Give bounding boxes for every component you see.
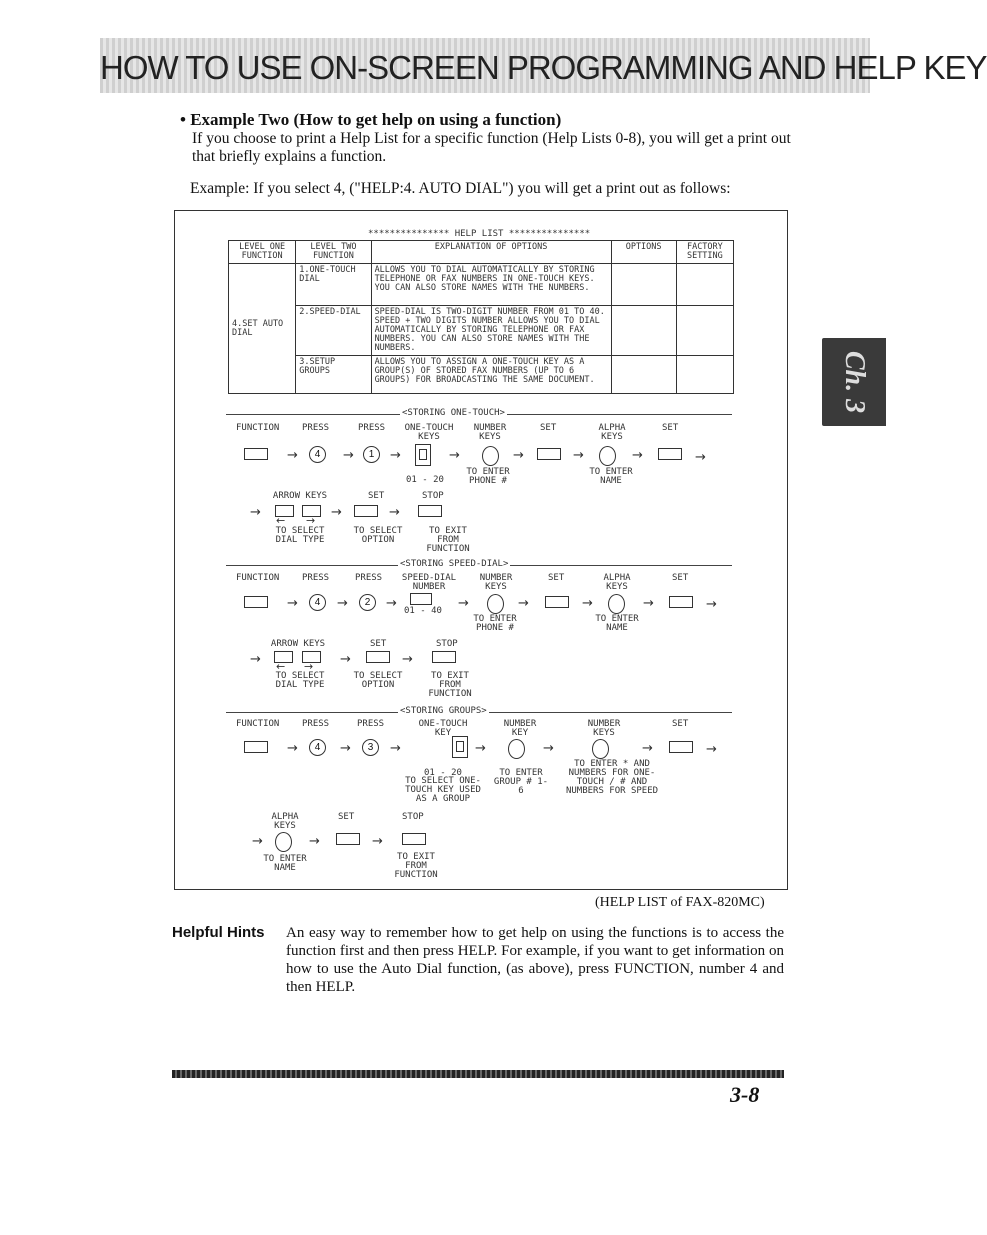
name-note: TO ENTER NAME (589, 467, 633, 486)
phone-note: TO ENTER PHONE # (466, 467, 510, 486)
step-label: SET (548, 573, 565, 583)
arrow-icon: → (390, 741, 401, 756)
dial-type-note: TO SELECT DIAL TYPE (275, 671, 325, 690)
name-note: TO ENTER NAME (595, 614, 639, 633)
table-header-row (229, 241, 734, 264)
example-body: If you choose to print a Help List for a specific function (Help Lists 0-8), you will get a print out that briefly explains a function. (192, 130, 791, 165)
helpful-hints-label: Helpful Hints (172, 924, 265, 941)
number-keys-icon (592, 739, 609, 759)
step-label: FUNCTION (236, 423, 280, 433)
arrow-icon: → (643, 596, 654, 611)
set-label: SET (368, 491, 385, 501)
function-key (244, 740, 268, 758)
header-level-two: LEVEL TWO FUNCTION (296, 241, 371, 264)
exit-note: TO EXIT FROM FUNCTION (428, 671, 472, 699)
range-note: 01 - 20 (406, 475, 444, 485)
arrow-icon: → (402, 652, 413, 667)
options-cell (611, 264, 676, 306)
level-two-cell: 3.SETUP GROUPS (296, 356, 371, 394)
select-group-note: TO SELECT ONE-TOUCH KEY USED AS A GROUP (405, 776, 481, 804)
step-label: ONE-TOUCH KEYS (404, 423, 454, 442)
step-label: FUNCTION (236, 719, 280, 729)
arrow-icon: → (343, 448, 354, 463)
options-cell (611, 356, 676, 394)
arrow-icon: → (573, 448, 584, 463)
alpha-keys-icon (599, 446, 616, 466)
group-number-note: TO ENTER GROUP # 1-6 (493, 768, 549, 796)
arrow-icon: → (475, 741, 486, 756)
arrow-icon: → (252, 834, 263, 849)
footer-bar (172, 1070, 784, 1078)
arrow-icon: → (386, 596, 397, 611)
stop-key-icon (402, 832, 426, 850)
key-button-icon: 1 (363, 446, 380, 463)
stop-label: STOP (436, 639, 458, 649)
factory-cell (676, 356, 733, 394)
options-cell (611, 306, 676, 356)
arrow-icon: → (340, 741, 351, 756)
section-title: <STORING GROUPS> (400, 706, 487, 716)
key-button-icon: 3 (362, 739, 379, 756)
range-note: 01 - 40 (404, 606, 442, 616)
page-header-title: HOW TO USE ON-SCREEN PROGRAMMING AND HELP KEY (100, 49, 987, 86)
section-title: <STORING ONE-TOUCH> (402, 408, 505, 418)
arrow-icon: → (331, 505, 342, 520)
arrow-icon: → (389, 505, 400, 520)
step-label: SET (540, 423, 557, 433)
key-button-icon: 2 (359, 594, 376, 611)
set-key-icon (669, 595, 693, 613)
header-level-one: LEVEL ONE FUNCTION (229, 241, 296, 264)
set-key-icon (537, 447, 561, 465)
arrow-icon: → (632, 448, 643, 463)
step-label: PRESS (302, 423, 330, 433)
step-label: NUMBER KEYS (473, 423, 507, 442)
left-arrow-icon: ← (276, 660, 286, 673)
level-two-cell: 2.SPEED-DIAL (296, 306, 371, 356)
arrow-icon: → (695, 450, 706, 465)
step-label: NUMBER KEY (503, 719, 537, 738)
table-row (229, 306, 734, 356)
header-options: OPTIONS (611, 241, 676, 264)
right-arrow-icon: → (306, 514, 316, 527)
exit-note: TO EXIT FROM FUNCTION (426, 526, 470, 554)
numbers-note: TO ENTER * AND NUMBERS FOR ONE-TOUCH / # AND NUMBERS FOR SPEED (565, 759, 659, 796)
alpha-keys-label: ALPHA KEYS (271, 812, 299, 831)
step-label: NUMBER KEYS (587, 719, 621, 738)
dial-type-note: TO SELECT DIAL TYPE (275, 526, 325, 545)
step-label: SPEED-DIAL NUMBER (401, 573, 457, 592)
example-select-text: Example: If you select 4, ("HELP:4. AUTO DIAL") you will get a print out as follows: (190, 180, 731, 197)
level-two-cell: 1.ONE-TOUCH DIAL (296, 264, 371, 306)
step-label: NUMBER KEYS (479, 573, 513, 592)
stop-label: STOP (422, 491, 444, 501)
step-label: ALPHA KEYS (603, 573, 631, 592)
arrow-keys-label: ARROW KEYS (270, 639, 326, 649)
arrow-icon: → (250, 652, 261, 667)
step-label: PRESS (355, 573, 383, 583)
arrow-icon: → (287, 448, 298, 463)
alpha-keys-icon (608, 594, 625, 614)
arrow-icon: → (449, 448, 460, 463)
one-touch-key-icon (452, 736, 468, 758)
exit-note: TO EXIT FROM FUNCTION (394, 852, 438, 880)
header-explanation: EXPLANATION OF OPTIONS (371, 241, 611, 264)
explanation-cell: ALLOWS YOU TO DIAL AUTOMATICALLY BY STORING TELEPHONE OR FAX NUMBERS IN ONE-TOUCH KEYS. YOU CAN ALSO STORE NAMES WITH THE NUMBERS. (371, 264, 611, 306)
arrow-icon: → (706, 597, 717, 612)
arrow-keys-label: ARROW KEYS (272, 491, 328, 501)
phone-note: TO ENTER PHONE # (473, 614, 517, 633)
set-key-icon (366, 650, 390, 668)
table-row (229, 264, 734, 306)
step-label: ALPHA KEYS (598, 423, 626, 442)
arrow-icon: → (513, 448, 524, 463)
chapter-tab-label: Ch. 3 (839, 350, 870, 414)
step-label: SET (662, 423, 679, 433)
section-title: <STORING SPEED-DIAL> (400, 559, 509, 569)
one-touch-key-icon (415, 444, 431, 466)
figure-caption: (HELP LIST of FAX-820MC) (595, 895, 765, 910)
factory-cell (676, 264, 733, 306)
step-label: PRESS (302, 719, 330, 729)
step-label: PRESS (358, 423, 386, 433)
step-label: SET (672, 573, 689, 583)
left-arrow-icon: ← (276, 514, 286, 527)
table-row (229, 356, 734, 394)
key-button-icon: 4 (309, 594, 326, 611)
arrow-icon: → (287, 741, 298, 756)
chapter-tab (822, 338, 886, 426)
set-label: SET (338, 812, 355, 822)
set-key-icon (658, 447, 682, 465)
arrow-icon: → (582, 596, 593, 611)
step-label: SET (672, 719, 689, 729)
arrow-icon: → (706, 742, 717, 757)
arrow-icon: → (543, 741, 554, 756)
option-note: TO SELECT OPTION (353, 526, 403, 545)
arrow-icon: → (250, 505, 261, 520)
page-number: 3-8 (730, 1082, 760, 1107)
header-factory-setting: FACTORY SETTING (676, 241, 733, 264)
number-keys-icon (482, 446, 499, 466)
function-key (244, 447, 268, 465)
key-button-icon: 4 (309, 739, 326, 756)
step-label: ONE-TOUCH KEY (418, 719, 468, 738)
option-note: TO SELECT OPTION (353, 671, 403, 690)
stop-key-icon (418, 504, 442, 522)
arrow-icon: → (287, 596, 298, 611)
step-label: PRESS (357, 719, 385, 729)
arrow-icon: → (642, 741, 653, 756)
arrow-icon: → (337, 596, 348, 611)
set-key-icon (336, 832, 360, 850)
set-key-icon (354, 504, 378, 522)
step-label: FUNCTION (236, 573, 280, 583)
helpful-hints-text: An easy way to remember how to get help on using the functions is to access the function first and then press HELP. For example, if you want to get information on how to use the Auto Dial function, (as above), press FUNCTION, number 4 and then HELP. (286, 925, 784, 995)
right-arrow-icon: → (304, 660, 314, 673)
factory-cell (676, 306, 733, 356)
stop-key-icon (432, 650, 456, 668)
stop-label: STOP (402, 812, 424, 822)
arrow-icon: → (458, 596, 469, 611)
arrow-icon: → (340, 652, 351, 667)
alpha-keys-icon (275, 832, 292, 852)
help-list-table (228, 240, 734, 394)
key-button-icon: 4 (309, 446, 326, 463)
example-heading: • Example Two (How to get help on using a function) (180, 110, 562, 129)
number-key-icon (508, 739, 525, 759)
function-key (244, 595, 268, 613)
arrow-icon: → (518, 596, 529, 611)
help-list-title: *************** HELP LIST *************** (368, 229, 591, 239)
explanation-cell: SPEED-DIAL IS TWO-DIGIT NUMBER FROM 01 TO 40. SPEED + TWO DIGITS NUMBER ALLOWS YOU TO DIAL AUTOMATICALLY BY STORING TELEPHONE OR FAX NUMBERS. YOU CAN ALSO STORE NAMES WITH THE NUMBERS. (371, 306, 611, 356)
level-one-cell: 4.SET AUTO DIAL (229, 264, 296, 394)
number-keys-icon (487, 594, 504, 614)
arrow-icon: → (372, 834, 383, 849)
arrow-icon: → (309, 834, 320, 849)
set-key-icon (545, 595, 569, 613)
explanation-cell: ALLOWS YOU TO ASSIGN A ONE-TOUCH KEY AS A GROUP(S) OF STORED FAX NUMBERS (UP TO 6 GROUPS) FOR BROADCASTING THE SAME DOCUMENT. (371, 356, 611, 394)
set-key-icon (669, 740, 693, 758)
step-label: PRESS (302, 573, 330, 583)
set-label: SET (370, 639, 387, 649)
name-note: TO ENTER NAME (263, 854, 307, 873)
arrow-icon: → (390, 448, 401, 463)
range-note: 01 - 20 (424, 768, 462, 778)
